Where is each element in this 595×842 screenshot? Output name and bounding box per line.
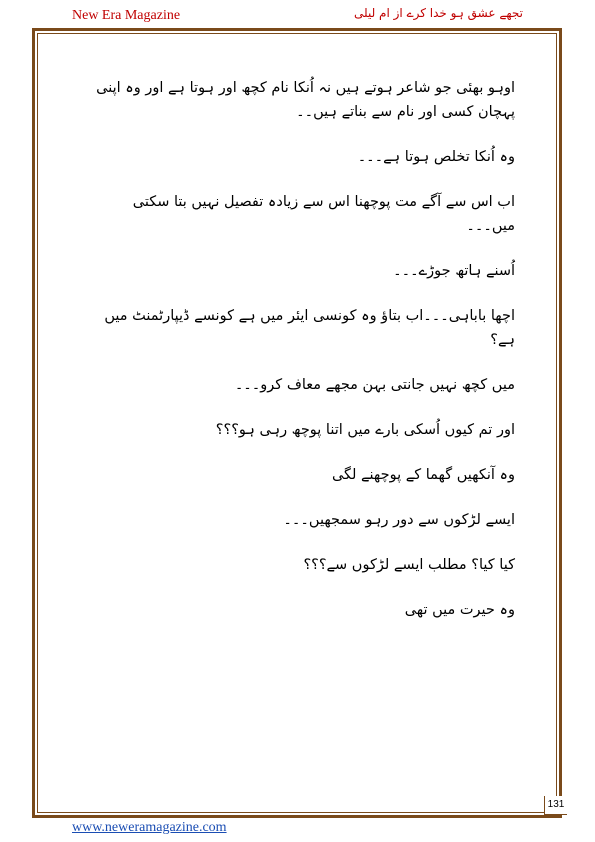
paragraph: وہ حیرت میں تھی (404, 602, 515, 618)
paragraph: وہ اُنکا تخلص ہوتا ہے۔۔۔ (357, 149, 515, 165)
paragraph: کیا کیا؟ مطلب ایسے لڑکوں سے؟؟؟ (303, 557, 515, 573)
paragraph: اوہو بھئی جو شاعر ہوتے ہیں نہ اُنکا نام کچھ اور ہوتا ہے اور وہ اپنی پہچان کسی اور نام سے بناتے ہیں۔۔ (96, 80, 515, 120)
paragraph: اچھا باباہی۔۔۔اب بتاؤ وہ کونسی ایئر میں ہے کونسے ڈیپارٹمنٹ میں ہے؟ (104, 308, 515, 348)
paragraph: میں کچھ نہیں جانتی بہن مجھے معاف کرو۔۔۔ (234, 377, 515, 393)
paragraph: وہ آنکھیں گھما کے پوچھنے لگی (331, 467, 515, 483)
paragraph: اور تم کیوں اُسکی بارے میں اتنا پوچھ رہی ہو؟؟؟ (215, 422, 515, 438)
novel-title: تجھے عشق ہو خدا کرے از ام لیلی (353, 6, 523, 20)
paragraph: ایسے لڑکوں سے دور رہو سمجھیں۔۔۔ (283, 512, 515, 528)
paragraph: اب اس سے آگے مت پوچھنا اس سے زیادہ تفصیل نہیں بتا سکتی میں۔۔۔ (132, 194, 515, 234)
story-text (80, 76, 515, 643)
magazine-title: New Era Magazine (72, 8, 181, 23)
paragraph: اُسنے ہاتھ جوڑے۔۔۔ (393, 263, 515, 279)
website-link[interactable]: www.neweramagazine.com (72, 820, 227, 835)
page-number: 131 (544, 796, 567, 815)
